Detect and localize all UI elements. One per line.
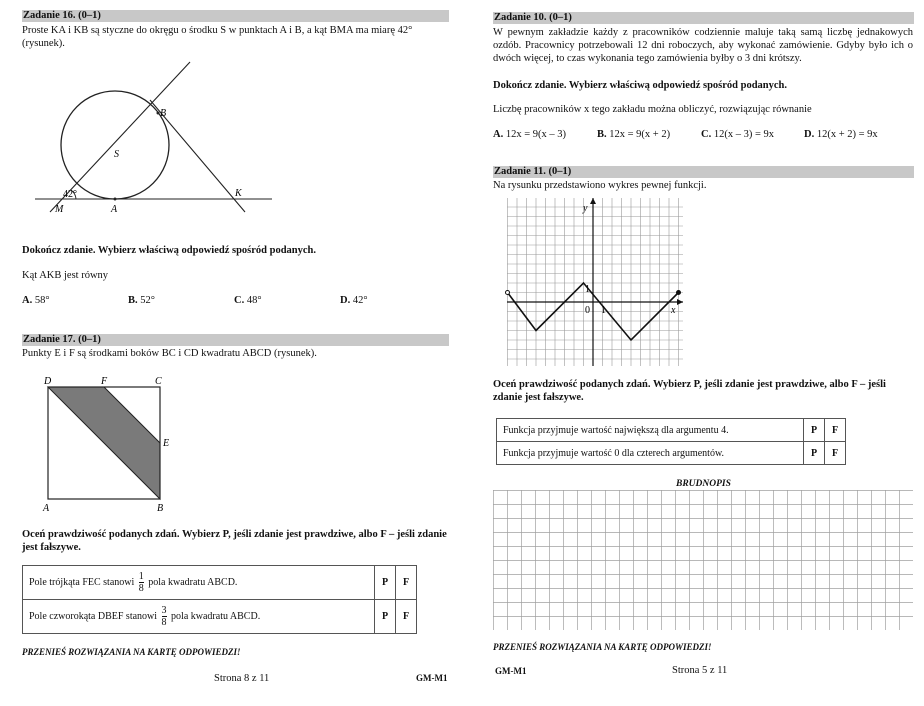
square-figure — [0, 365, 200, 515]
label-f: F — [101, 376, 108, 387]
label-b: B — [160, 108, 167, 119]
task11-instruction: Oceń prawdziwość podanych zdań. Wybierz P, jeśli zdanie jest prawdziwe, albo F – jeśli zdanie jest fałszywe. — [493, 379, 886, 403]
task10-option-c[interactable]: C. 12(x – 3) = 9x — [701, 129, 775, 140]
task16-option-a[interactable]: A. 58° — [22, 295, 50, 306]
task16-option-d[interactable]: D. 42° — [340, 295, 368, 306]
table-row — [23, 600, 417, 634]
graph-grid — [507, 198, 683, 366]
point-a — [114, 198, 117, 201]
x-tick-one: 1 — [601, 305, 606, 316]
label-a2: A — [43, 503, 50, 514]
task10-title: Zadanie 10. (0–1) — [493, 12, 914, 24]
label-e: E — [163, 438, 170, 449]
task16-text: Proste KA i KB są styczne do okręgu o środku S w punktach A i B, a kąt BMA ma miarę 42° (rysunek). — [22, 25, 413, 49]
table-row — [497, 442, 846, 465]
task10-question: Liczbę pracowników x tego zakładu można obliczyć, rozwiązując równanie — [493, 104, 812, 115]
statement-cell: Funkcja przyjmuje wartość największą dla argumentu 4. — [497, 419, 804, 442]
f-option[interactable]: F — [825, 442, 846, 465]
y-tick-one: 1 — [585, 284, 590, 295]
f-option[interactable]: F — [396, 600, 417, 634]
closed-endpoint — [677, 291, 681, 295]
open-endpoint — [506, 291, 510, 295]
y-axis-arrow — [590, 198, 596, 204]
p-option[interactable]: P — [375, 600, 396, 634]
task17-table — [22, 565, 417, 634]
label-angle: 42° — [63, 189, 77, 200]
task16-title: Zadanie 16. (0–1) — [22, 10, 449, 22]
p-option[interactable]: P — [375, 566, 396, 600]
f-option[interactable]: F — [396, 566, 417, 600]
statement-cell: Pole trójkąta FEC stanowi $\frac{1}{8}$ pola kwadratu ABCD. — [23, 566, 375, 600]
task11-text: Na rysunku przedstawiono wykres pewnej funkcji. — [493, 180, 707, 191]
tangent-circle-figure — [0, 0, 462, 230]
label-k: K — [235, 188, 242, 199]
brudnopis-title: BRUDNOPIS — [676, 479, 731, 489]
task16-option-c[interactable]: C. 48° — [234, 295, 262, 306]
statement-cell: Pole czworokąta DBEF stanowi $\frac{3}{8}$ pola kwadratu ABCD. — [23, 600, 375, 634]
task16-option-b[interactable]: B. 52° — [128, 295, 155, 306]
task16-question: Kąt AKB jest równy — [22, 270, 109, 281]
task16-instruction: Dokończ zdanie. Wybierz właściwą odpowiedź spośród podanych. — [22, 245, 317, 256]
task10-option-d[interactable]: D. 12(x + 2) = 9x — [804, 129, 878, 140]
label-d: D — [44, 376, 52, 387]
function-graph — [505, 196, 685, 368]
left-page-number: Strona 8 z 11 — [214, 673, 270, 684]
table-row — [497, 419, 846, 442]
y-axis-label: y — [583, 203, 588, 214]
quad-dbef — [48, 387, 160, 499]
table-row — [23, 566, 417, 600]
task11-title: Zadanie 11. (0–1) — [493, 166, 914, 178]
label-b2: B — [157, 503, 164, 514]
task17-title: Zadanie 17. (0–1) — [22, 334, 449, 346]
f-option[interactable]: F — [825, 419, 846, 442]
statement-cell: Funkcja przyjmuje wartość 0 dla czterech argumentów. — [497, 442, 804, 465]
task10-text: W pewnym zakładzie każdy z pracowników codziennie maluje taką samą liczbę jednakowych ozdób. Pracownicy potrzebowali 12 dni roboczych, aby wykonać zamówienie. Gdyby było ich o dwóch więcej, to czas wykonania tego zamówienia byłby o 3 dni krótszy. — [493, 27, 913, 64]
label-m: M — [55, 204, 64, 215]
label-c: C — [155, 376, 162, 387]
task17-instruction: Oceń prawdziwość podanych zdań. Wybierz P, jeśli zdanie jest prawdziwe, albo F – jeśli zdanie jest fałszywe. — [22, 529, 447, 553]
p-option[interactable]: P — [804, 442, 825, 465]
task10-instruction: Dokończ zdanie. Wybierz właściwą odpowiedź spośród podanych. — [493, 80, 788, 91]
left-code: GM-M1 — [416, 673, 448, 683]
left-footer-note: PRZENIEŚ ROZWIĄZANIA NA KARTĘ ODPOWIEDZI! — [22, 647, 241, 657]
x-axis-arrow — [677, 299, 683, 305]
right-footer-note: PRZENIEŚ ROZWIĄZANIA NA KARTĘ ODPOWIEDZI! — [493, 642, 712, 652]
task11-table — [496, 418, 846, 465]
task10-option-b[interactable]: B. 12x = 9(x + 2) — [597, 129, 671, 140]
p-option[interactable]: P — [804, 419, 825, 442]
right-page-number: Strona 5 z 11 — [672, 665, 728, 676]
label-s: S — [114, 149, 119, 160]
x-axis-label: x — [671, 305, 676, 316]
task17-text: Punkty E i F są środkami boków BC i CD kwadratu ABCD (rysunek). — [22, 348, 317, 359]
scratch-grid — [493, 490, 913, 630]
task10-option-a[interactable]: A. 12x = 9(x – 3) — [493, 129, 567, 140]
right-code: GM-M1 — [495, 666, 527, 676]
origin-label: 0 — [585, 305, 590, 316]
label-a: A — [111, 204, 118, 215]
